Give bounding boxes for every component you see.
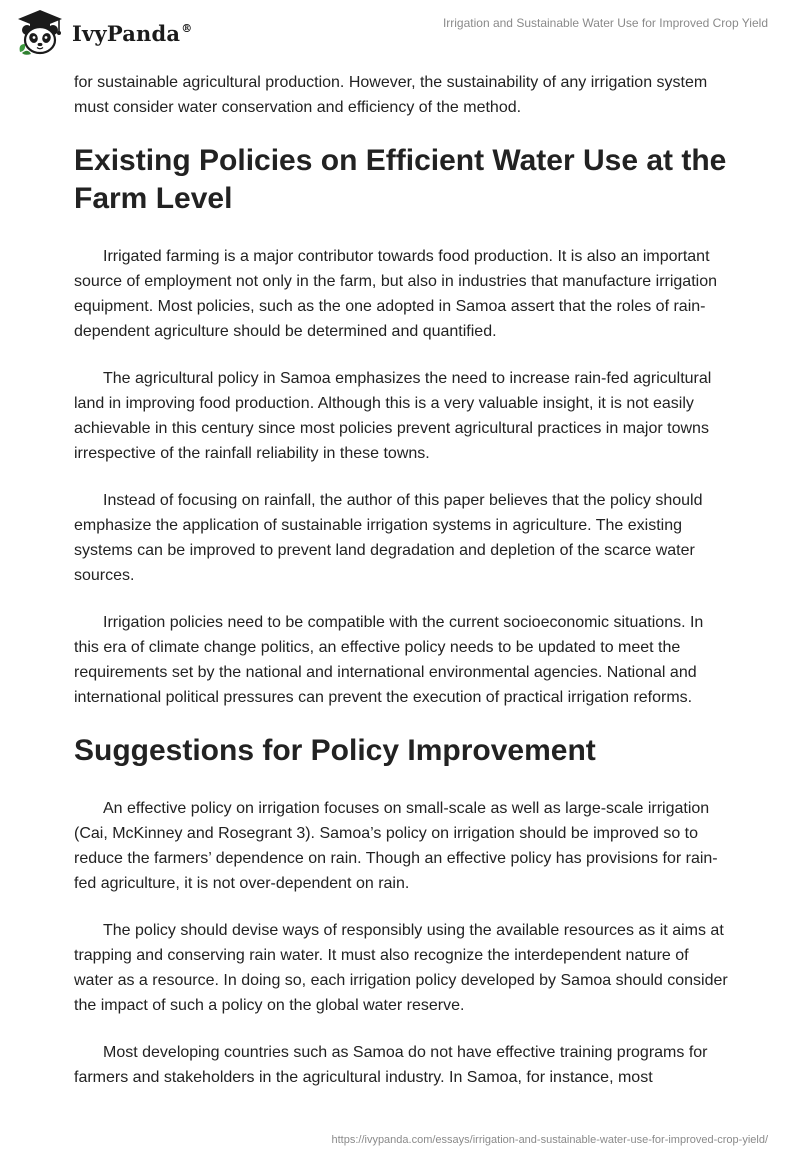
section-heading-existing-policies: Existing Policies on Efficient Water Use at the Farm Level bbox=[74, 144, 727, 215]
page-header bbox=[0, 0, 800, 66]
paragraph: The agricultural policy in Samoa emphasizes the need to increase rain-fed agricultural land in improving food production. Although this is a very valuable insight, it is not easily achievable in this century since most policies prevent agricultural practices in major towns irrespective of the rainfall reliability in these towns. bbox=[74, 370, 712, 462]
section-heading-suggestions: Suggestions for Policy Improvement bbox=[74, 734, 596, 767]
paragraph: Most developing countries such as Samoa do not have effective training programs for farmers and stakeholders in the agricultural industry. In Samoa, for instance, most bbox=[74, 1044, 708, 1086]
paragraph: Instead of focusing on rainfall, the author of this paper believes that the policy should emphasize the application of sustainable irrigation systems in agriculture. The existing systems can be improved to prevent land degradation and depletion of the scarce water sources. bbox=[74, 492, 703, 584]
essay-body bbox=[74, 70, 730, 1112]
brand-name: IvyPanda® bbox=[72, 20, 193, 46]
paragraph: Irrigation policies need to be compatible with the current socioeconomic situations. In this era of climate change politics, an effective policy needs to be updated to meet the requirements set by the national and international environmental agencies. National and international political pressures can prevent the execution of practical irrigation reforms. bbox=[74, 614, 704, 706]
ivypanda-logo[interactable] bbox=[14, 8, 192, 58]
intro-paragraph: for sustainable agricultural production. However, the sustainability of any irrigation system must consider water conservation and efficiency of the method. bbox=[74, 74, 708, 116]
source-url[interactable]: https://ivypanda.com/essays/irrigation-and-sustainable-water-use-for-improved-crop-yield/ bbox=[331, 1134, 768, 1146]
document-title: Irrigation and Sustainable Water Use for Improved Crop Yield bbox=[442, 16, 768, 30]
paragraph: The policy should devise ways of responsibly using the available resources as it aims at trapping and conserving rain water. It must also recognize the interdependent nature of water as a resource. In doing so, each irrigation policy developed by Samoa should consider the impact of such a policy on the global water reserve. bbox=[74, 922, 728, 1014]
panda-graduate-icon bbox=[14, 8, 66, 58]
paragraph: Irrigated farming is a major contributor towards food production. It is also an important source of employment not only in the farm, but also in industries that manufacture irrigation equipment. Most policies, such as the one adopted in Samoa assert that the roles of rain-dependent agriculture should be determined and quantified. bbox=[74, 248, 717, 340]
paragraph: An effective policy on irrigation focuses on small-scale as well as large-scale irrigation (Cai, McKinney and Rosegrant 3). Samoa’s policy on irrigation should be improved so to reduce the farmers’ dependence on rain. Though an effective policy has provisions for rain-fed agriculture, it is not over-dependent on rain. bbox=[74, 800, 718, 892]
